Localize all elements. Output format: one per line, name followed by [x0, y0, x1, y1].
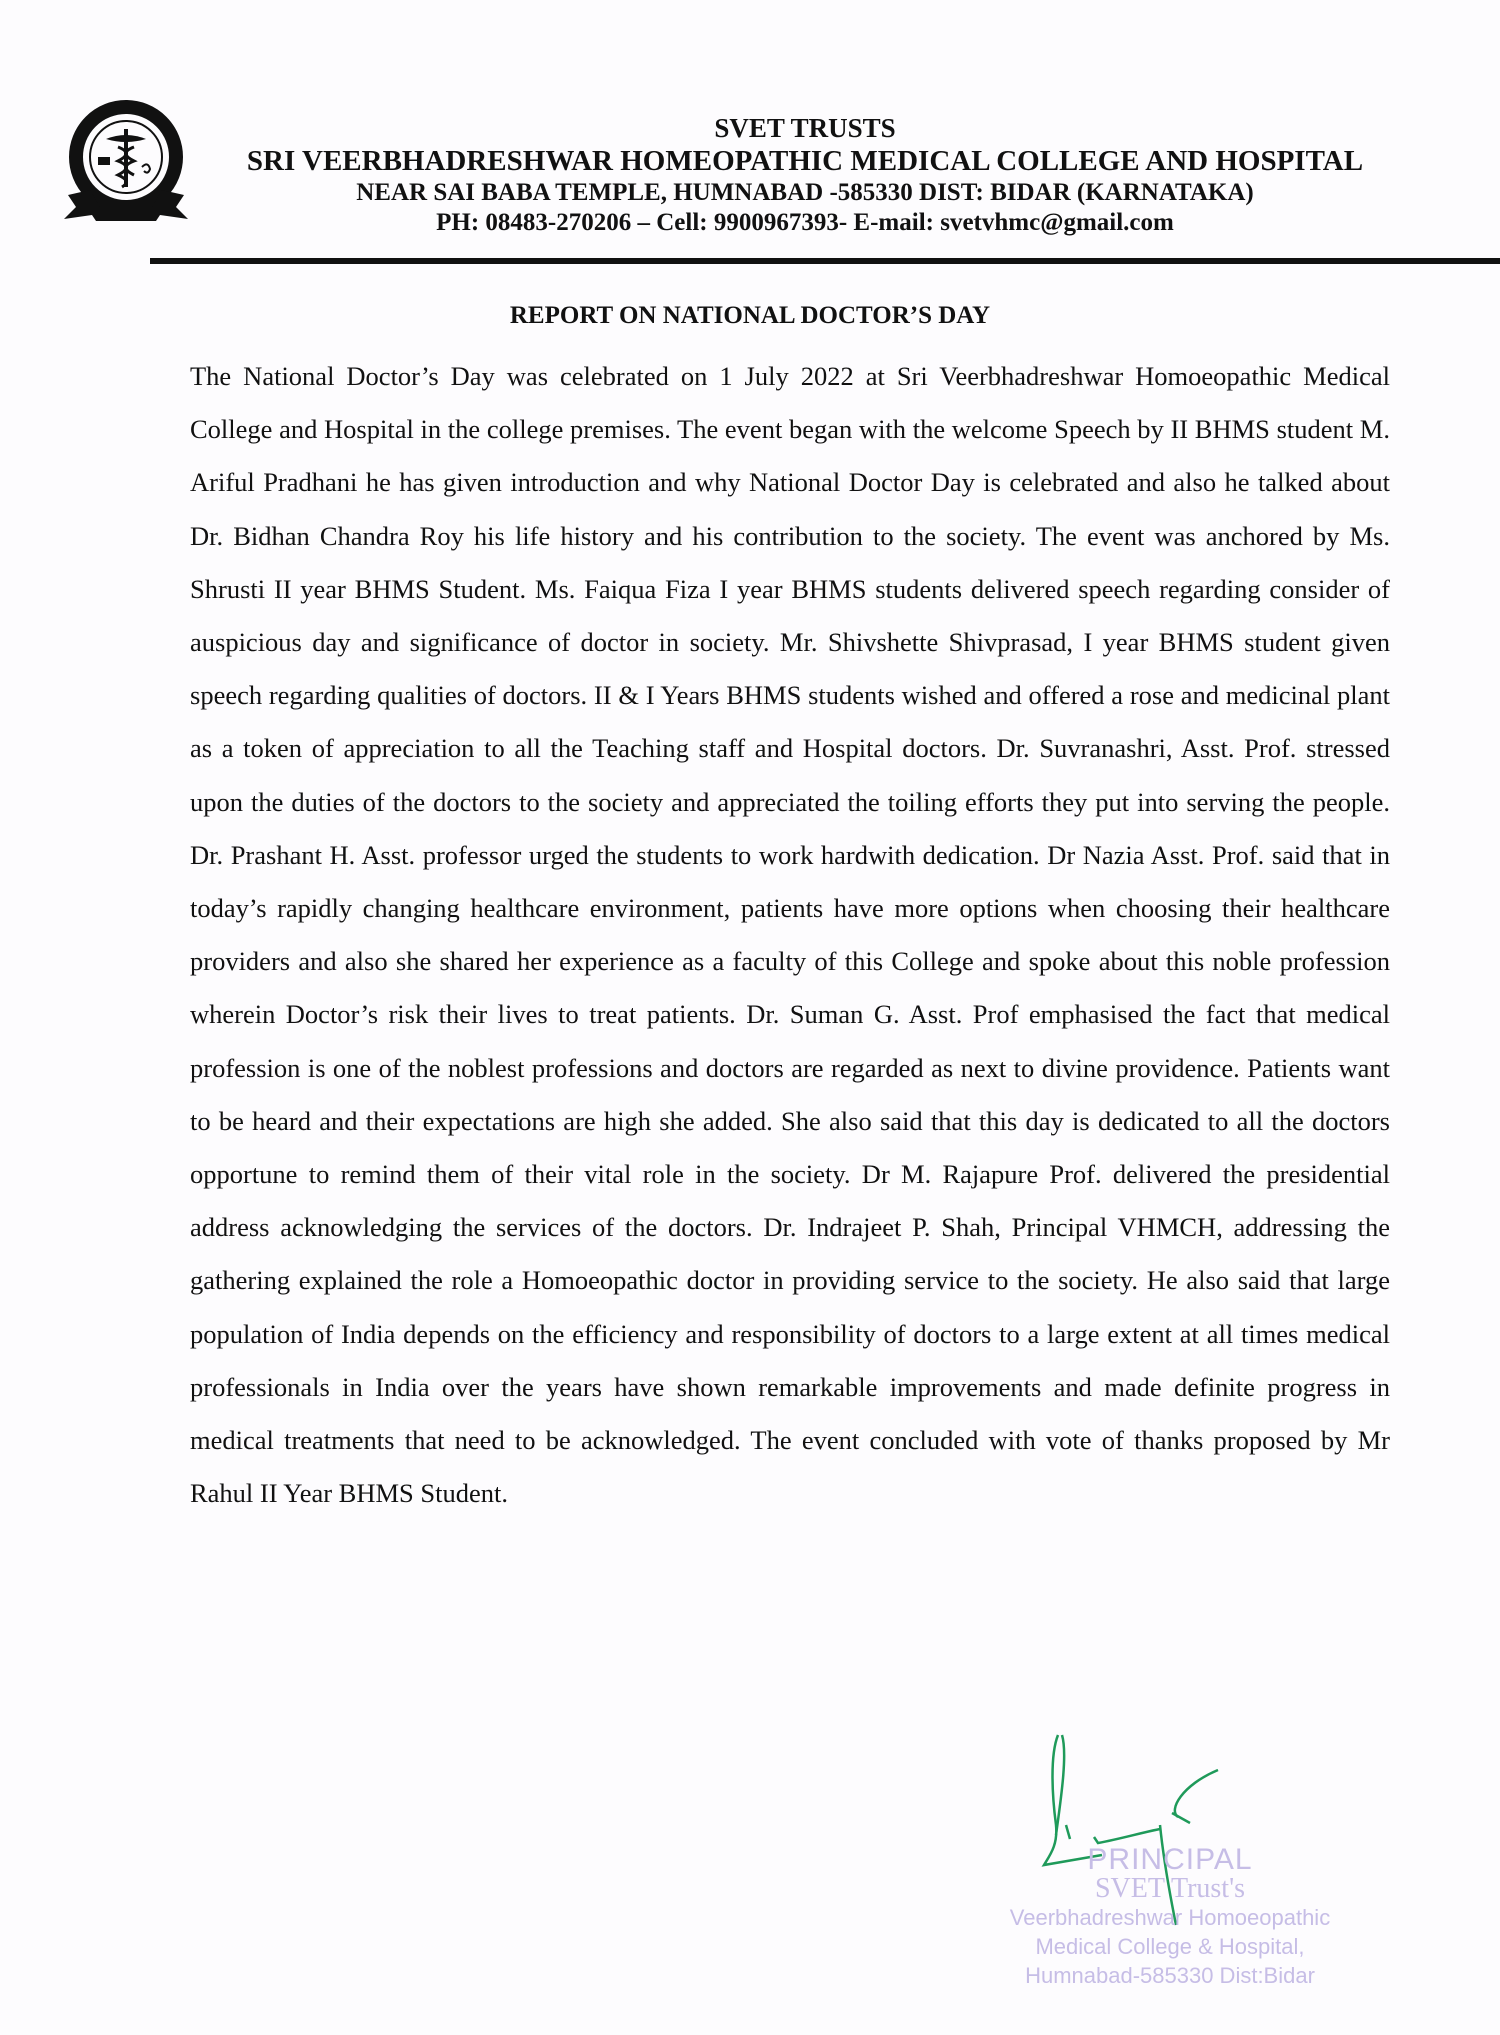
college-name: SRI VEERBHADRESHWAR HOMEOPATHIC MEDICAL COLLEGE AND HOSPITAL — [246, 145, 1364, 177]
report-title: REPORT ON NATIONAL DOCTOR’S DAY — [509, 302, 991, 329]
trust-name: SVET TRUSTS — [714, 113, 896, 143]
stamp-line-2: SVET Trust's — [1094, 1873, 1246, 1904]
principal-stamp — [960, 1845, 1380, 1990]
college-address: NEAR SAI BABA TEMPLE, HUMNABAD -585330 DIST: BIDAR (KARNATAKA) — [356, 179, 1254, 206]
letterhead — [150, 112, 1460, 238]
contact-details: PH: 08483-270206 – Cell: 9900967393- E-mail: svetvhmc@gmail.com — [436, 209, 1174, 236]
stamp-line-4: Medical College & Hospital, — [1035, 1934, 1305, 1959]
stamp-line-1: PRINCIPAL — [1087, 1843, 1253, 1876]
report-body: The National Doctor’s Day was celebrated on 1 July 2022 at Sri Veerbhadreshwar Homoeopathic Medical College and Hospital in the college premises. The event began with the welcome Speech by II BHMS student M. Ariful Pradhani he has given introduction and why National Doctor Day is celebrated and also he talked about Dr. Bidhan Chandra Roy his life history and his contribution to the society. The event was anchored by Ms. Shrusti II year BHMS Student. Ms. Faiqua Fiza I year BHMS students delivered speech regarding consider of auspicious day and significance of doctor in society. Mr. Shivshette Shivprasad, I year BHMS student given speech regarding qualities of doctors. II & I Years BHMS students wished and offered a rose and medicinal plant as a token of appreciation to all the Teaching staff and Hospital doctors. Dr. Suvranashri, Asst. Prof. stressed upon the duties of the doctors to the society and appreciated the toiling efforts they put into serving the people. Dr. Prashant H. Asst. professor urged the students to work hardwith dedication. Dr Nazia Asst. Prof. said that in today’s rapidly changing healthcare environment, patients have more options when choosing their healthcare providers and also she shared her experience as a faculty of this College and spoke about this noble profession wherein Doctor’s risk their lives to treat patients. Dr. Suman G. Asst. Prof emphasised the fact that medical profession is one of the noblest professions and doctors are regarded as next to divine providence. Patients want to be heard and their expectations are high she added. She also said that this day is dedicated to all the doctors opportune to remind them of their vital role in the society. Dr M. Rajapure Prof. delivered the presidential address acknowledging the services of the doctors. Dr. Indrajeet P. Shah, Principal VHMCH, addressing the gathering explained the role a Homoeopathic doctor in providing service to the society. He also said that large population of India depends on the efficiency and responsibility of doctors to a large extent at all times medical professionals in India over the years have shown remarkable improvements and made definite progress in medical treatments that need to be acknowledged. The event concluded with vote of thanks proposed by Mr Rahul II Year BHMS Student. — [190, 361, 1390, 1509]
header-divider — [150, 258, 1500, 264]
stamp-line-3: Veerbhadreshwar Homoeopathic — [1009, 1905, 1331, 1930]
stamp-line-5: Humnabad-585330 Dist:Bidar — [1025, 1963, 1315, 1988]
